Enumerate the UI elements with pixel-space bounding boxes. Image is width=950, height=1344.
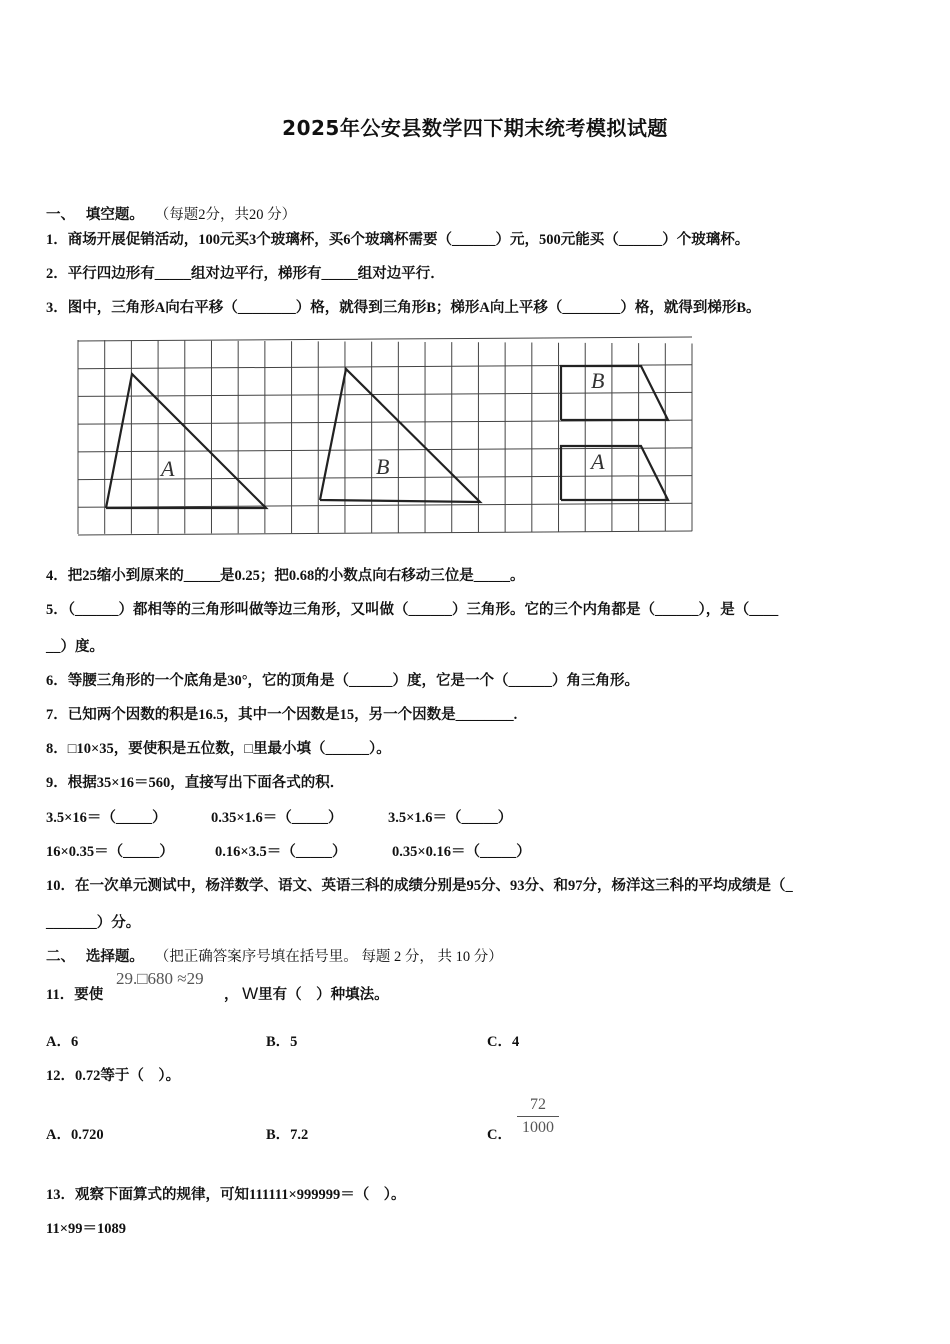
triangle-a: [106, 374, 266, 508]
q9-item: 16×0.35＝（_____）: [46, 844, 174, 860]
section-1-heading: 一、 填空题。 （每题2分，共20 分）: [46, 207, 297, 223]
question-5: 5．（______）都相等的三角形叫做等边三角形，又叫做（______）三角形。它的三个内角都是（______），是（____: [46, 602, 779, 618]
label-triangle-b: B: [376, 454, 390, 479]
fraction-bar: [517, 1116, 559, 1117]
section-2-heading: 二、 选择题。 （把正确答案序号填在括号里。 每题 2 分， 共 10 分）: [46, 949, 503, 965]
q11-suffix: ， W里有（ ）种填法。: [224, 984, 389, 1003]
grid-hline: [78, 337, 692, 341]
q11-option-b: B．5: [266, 1034, 298, 1050]
q13-example: 11×99＝1089: [46, 1221, 126, 1237]
question-10-cont: _______）分。: [46, 915, 141, 931]
label-trapezoid-a: A: [591, 449, 605, 474]
question-3: 3．图中，三角形A向右平移（________）格，就得到三角形B；梯形A向上平移（________）格，就得到梯形B。: [46, 300, 761, 316]
q11-option-a: A．6: [46, 1034, 79, 1050]
question-13: 13．观察下面算式的规律，可知111111×999999＝（ ）。: [46, 1187, 406, 1203]
label-triangle-a: A: [161, 456, 175, 481]
page-title: 2025年公安县数学四下期末统考模拟试题: [282, 116, 668, 140]
trapezoid-a: [561, 446, 668, 500]
question-2: 2．平行四边形有_____组对边平行，梯形有_____组对边平行．: [46, 266, 445, 282]
q9-item: 0.35×0.16＝（_____）: [392, 844, 531, 860]
translation-figure: [76, 336, 696, 536]
question-5-cont: __）度。: [46, 639, 104, 655]
q12-option-c: C．: [487, 1127, 512, 1143]
q12-fraction: [517, 1096, 559, 1137]
q12-option-b: B．7.2: [266, 1127, 309, 1143]
q9-item: 3.5×1.6＝（_____）: [388, 810, 513, 826]
q9-item: 3.5×16＝（_____）: [46, 810, 167, 826]
q9-item: 0.16×3.5＝（_____）: [215, 844, 347, 860]
question-7: 7．已知两个因数的积是16.5，其中一个因数是15，另一个因数是________.: [46, 707, 518, 723]
question-10: 10．在一次单元测试中，杨洋数学、语文、英语三科的成绩分别是95分、93分、和97分，杨洋这三科的平均成绩是（_: [46, 878, 793, 894]
fraction-denominator: 1000: [522, 1119, 554, 1136]
q12-option-a: A．0.720: [46, 1127, 104, 1143]
question-8: 8．□10×35，要使积是五位数，□里最小填（______）。: [46, 741, 391, 757]
question-11: 11．要使: [46, 987, 104, 1003]
question-1: 1．商场开展促销活动，100元买3个玻璃杯，买6个玻璃杯需要（______）元，500元能买（______）个玻璃杯。: [46, 232, 750, 248]
question-4: 4．把25缩小到原来的_____是0.25；把0.68的小数点向右移动三位是_____。: [46, 568, 525, 584]
grid-hline: [78, 503, 692, 507]
triangle-b: [320, 369, 480, 502]
q11-option-c: C．4: [487, 1034, 520, 1050]
q9-item: 0.35×1.6＝（_____）: [211, 810, 343, 826]
question-6: 6．等腰三角形的一个底角是30°，它的顶角是（______）度，它是一个（______）角三角形。: [46, 673, 640, 689]
question-9: 9．根据35×16＝560，直接写出下面各式的积．: [46, 775, 345, 791]
q11-formula: 29.□680 ≈29: [116, 969, 204, 988]
grid-hline: [78, 531, 692, 535]
question-12: 12．0.72等于（ ）。: [46, 1068, 181, 1084]
grid-figure: [76, 336, 696, 536]
fraction-numerator: 72: [530, 1096, 546, 1113]
label-trapezoid-b: B: [591, 368, 605, 393]
grid-hline: [78, 392, 692, 396]
